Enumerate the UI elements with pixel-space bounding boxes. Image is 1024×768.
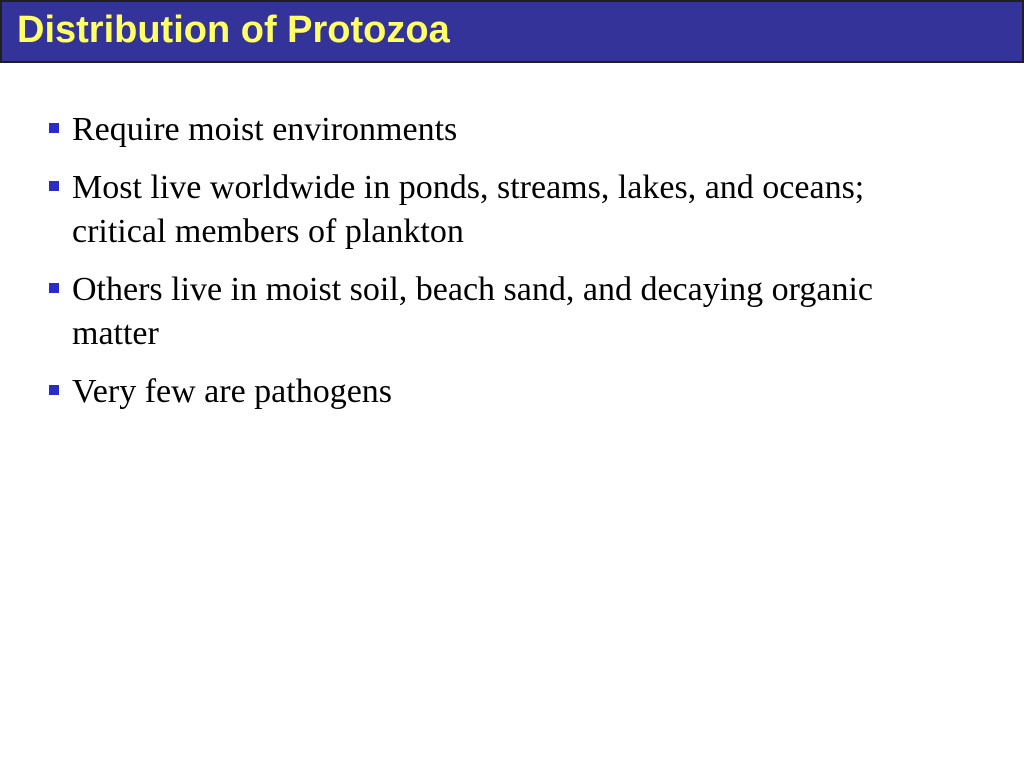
title-bar: [0, 0, 1024, 63]
bullet-item: [48, 108, 948, 152]
square-bullet-icon: [49, 181, 59, 191]
bullet-item: [48, 370, 948, 414]
slide-title: Distribution of Protozoa: [17, 9, 450, 51]
bullet-text: Most live worldwide in ponds, streams, lakes, and oceans; critical members of plankton: [72, 169, 865, 250]
square-bullet-icon: [49, 283, 59, 293]
square-bullet-icon: [49, 385, 59, 395]
bullet-text: Others live in moist soil, beach sand, and decaying organic matter: [72, 271, 874, 352]
bullet-text: Require moist environments: [72, 111, 458, 148]
bullet-list: [48, 108, 948, 428]
bullet-item: [48, 166, 948, 254]
bullet-item: [48, 268, 948, 356]
square-bullet-icon: [49, 123, 59, 133]
bullet-text: Very few are pathogens: [72, 373, 393, 410]
